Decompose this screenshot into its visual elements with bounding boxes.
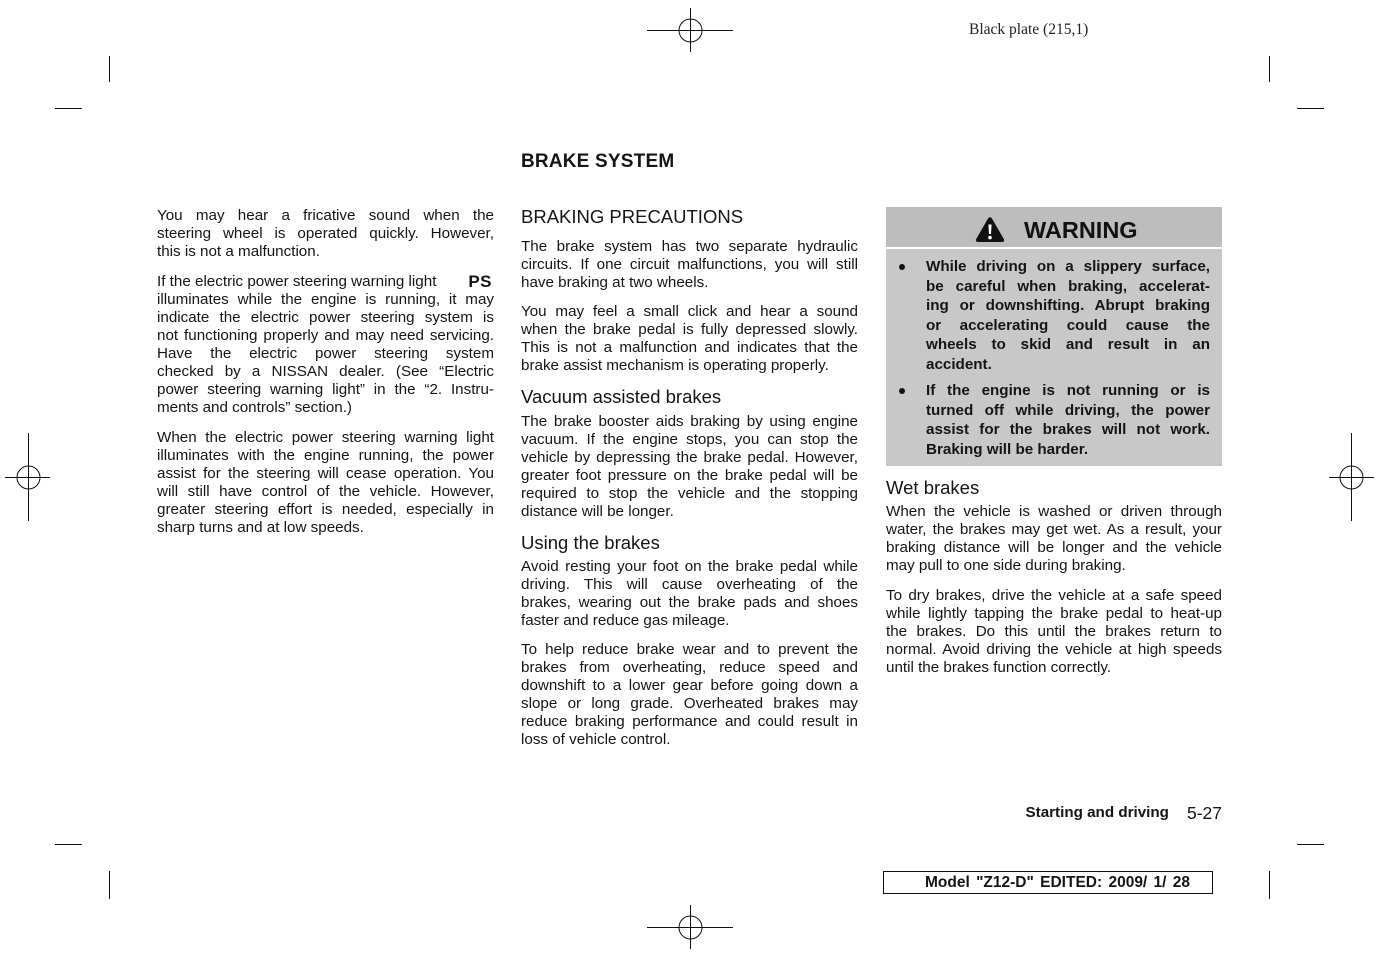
corner-mark-bottom-left <box>55 845 110 900</box>
text-line: faster and reduce gas mileage. <box>521 612 730 629</box>
power-steering-warning-icon: PS <box>468 272 492 291</box>
text-line: checked by a NISSAN dealer. (See “Electric <box>157 363 494 380</box>
ps-line-text: If the electric power steering warning light <box>157 273 437 290</box>
text-line: reduce braking performance and could result in <box>521 713 858 730</box>
paragraph-brake-wear <box>521 641 858 749</box>
text-line: slope or long grade. Overheated brakes may <box>521 695 858 712</box>
text-line: normal. Avoid driving the vehicle at high speeds <box>886 641 1222 658</box>
text-line: The brake booster aids braking by using engine <box>521 413 858 430</box>
text-line: accident. <box>926 355 992 373</box>
paragraph-dry-brakes <box>886 587 1222 677</box>
registration-mark-top <box>647 8 733 52</box>
text-line: ing or downshifting. Abrupt braking <box>926 297 1210 315</box>
warning-body <box>886 249 1222 466</box>
text-line: If the engine is not running or is <box>926 382 1210 399</box>
text-line: this is not a malfunction. <box>157 243 320 260</box>
warning-header <box>886 207 1222 247</box>
text-line: ments and controls” section.) <box>157 399 352 416</box>
text-line: downshift to a lower gear before going down a <box>521 677 858 694</box>
registration-mark-left <box>5 433 50 521</box>
text-line: distance will be longer. <box>521 503 674 520</box>
registration-mark-right <box>1329 433 1374 521</box>
section-title: BRAKE SYSTEM <box>521 151 675 172</box>
bullet-dot <box>899 264 905 270</box>
text-line: You may feel a small click and hear a sound <box>521 303 858 320</box>
text-line: assist for the steering will cease operation. You <box>157 465 494 482</box>
text-line: turned off while driving, the power <box>926 401 1210 419</box>
paragraph-resting-foot <box>521 558 858 630</box>
text-line: greater steering effort is needed, especially in <box>157 501 494 518</box>
text-line: driving. This will cause overheating of the <box>521 576 858 593</box>
warning-triangle-icon <box>975 216 1005 243</box>
text-line: You may hear a fricative sound when the <box>157 207 494 224</box>
text-line: the brakes. Do this until the brakes return to <box>886 623 1222 640</box>
braking-precautions-heading: BRAKING PRECAUTIONS <box>521 206 744 227</box>
page-footer <box>1026 804 1222 822</box>
paragraph-brake-assist <box>521 303 858 375</box>
paragraph-wet-brakes <box>886 503 1222 575</box>
text-line: indicate the electric power steering system is <box>157 309 494 326</box>
text-line: greater foot pressure on the brake pedal will be <box>521 467 858 484</box>
text-line: steering wheel is operated quickly. However, <box>157 225 494 242</box>
text-line: Braking will be harder. <box>926 440 1089 458</box>
text-line: not functioning properly and may need servicing. <box>157 327 494 344</box>
text-line: illuminates while the engine is running, it may <box>157 291 494 308</box>
text-line: brake assist mechanism is operating properly. <box>521 357 829 374</box>
warning-bullet-text <box>926 257 1210 375</box>
text-line: This is not a malfunction and indicates that the <box>521 339 858 356</box>
text-line: water, the brakes may get wet. As a result, your <box>886 521 1222 538</box>
text-line: When the electric power steering warning light <box>157 429 494 446</box>
text-line: while lightly tapping the brake pedal to heat-up <box>886 605 1222 622</box>
paragraph-fricative-sound <box>157 207 494 261</box>
text-line: wheels to skid and result in an <box>926 336 1210 354</box>
text-line: loss of vehicle control. <box>521 731 671 748</box>
model-edit-info: Model "Z12-D" EDITED: 2009/ 1/ 28 <box>883 871 1213 894</box>
text-line: may pull to one side during braking. <box>886 557 1126 574</box>
using-brakes-heading: Using the brakes <box>521 532 660 553</box>
wet-brakes-heading: Wet brakes <box>886 477 980 498</box>
page-number: 5-27 <box>1186 803 1222 823</box>
text-line: or accelerating could cause the <box>926 316 1210 334</box>
text-line: Avoid resting your foot on the brake pedal while <box>521 558 858 575</box>
footer-section-name: Starting and driving <box>1025 804 1169 821</box>
corner-mark-top-right <box>1270 56 1325 109</box>
text-line: sharp turns and at low speeds. <box>157 519 364 536</box>
text-line: will still have control of the vehicle. However, <box>157 483 494 500</box>
text-line: power steering warning light” in the “2. Instru- <box>157 381 494 398</box>
text-line: braking distance will be longer and the vehicle <box>886 539 1222 556</box>
text-line: Have the electric power steering system <box>157 345 494 362</box>
registration-mark-bottom <box>647 905 733 949</box>
paragraph-ps-warning-light <box>157 273 494 417</box>
text-line: assist for the brakes will not work. <box>926 421 1210 439</box>
text-line: when the brake pedal is fully depressed slowly. <box>521 321 858 338</box>
warning-title: WARNING <box>1024 217 1138 243</box>
text-line: be careful when braking, accelerat- <box>926 277 1210 295</box>
corner-mark-top-left <box>55 56 110 109</box>
text-line: While driving on a slippery surface, <box>926 258 1210 275</box>
text-line: illuminates with the engine running, the power <box>157 447 494 464</box>
text-line: vehicle by depressing the brake pedal. However, <box>521 449 858 466</box>
text-line: brakes, wearing out the brake pads and shoes <box>521 594 858 611</box>
text-line: until the brakes function correctly. <box>886 659 1112 676</box>
text-line: To dry brakes, drive the vehicle at a safe speed <box>886 587 1222 604</box>
paragraph-lines <box>157 291 494 417</box>
warning-box <box>886 207 1222 466</box>
text-line: circuits. If one circuit malfunctions, you will still <box>521 256 858 273</box>
plate-label: Black plate (215,1) <box>969 21 1089 38</box>
text-line: The brake system has two separate hydraulic <box>521 238 858 255</box>
bullet-dot <box>899 388 905 394</box>
text-line: brakes from overheating, reduce speed and <box>521 659 858 676</box>
text-line: vacuum. If the engine stops, you can stop the <box>521 431 858 448</box>
paragraph-hydraulic-circuits <box>521 238 858 292</box>
text-line: have braking at two wheels. <box>521 274 709 291</box>
vacuum-assisted-heading: Vacuum assisted brakes <box>521 386 722 407</box>
text-line: When the vehicle is washed or driven through <box>886 503 1222 520</box>
text-line: required to stop the vehicle and the stopping <box>521 485 858 502</box>
warning-bullet-text <box>926 381 1210 459</box>
corner-mark-bottom-right <box>1270 845 1325 900</box>
paragraph-steering-assist <box>157 429 494 537</box>
text-line <box>157 273 494 291</box>
text-line: To help reduce brake wear and to prevent the <box>521 641 858 658</box>
paragraph-brake-booster <box>521 413 858 521</box>
